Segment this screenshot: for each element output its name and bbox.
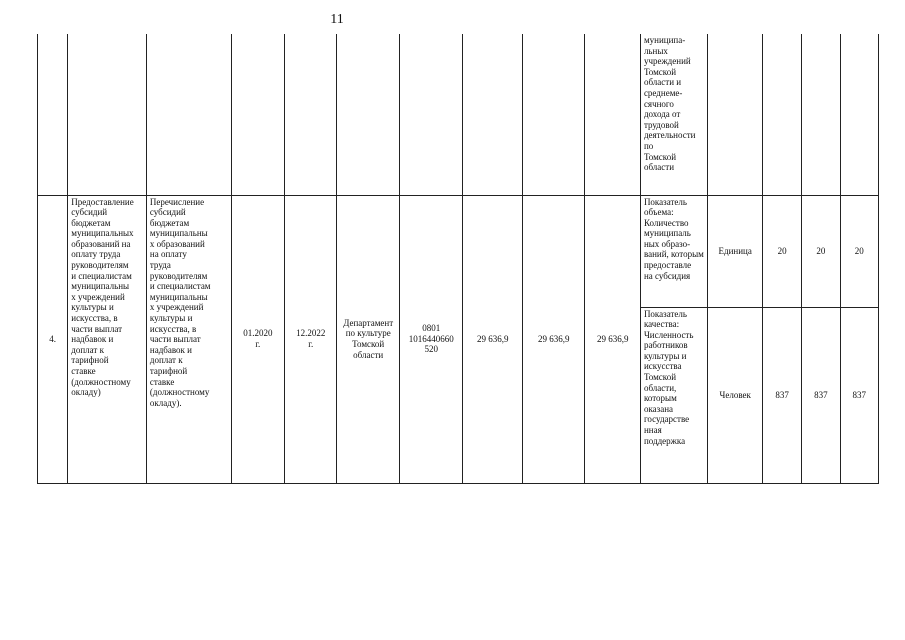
amount-year2: 29 636,9 bbox=[585, 195, 640, 483]
measure-content: Перечисление субсидий бюджетам муниципальны х образований на оплату труда руководителям и специалистам муниципальны х учреждений культуры и искусства, в части выплат надбавок и доплат к тарифной ставке (должностному окладу). bbox=[146, 195, 231, 483]
indicator-value: 20 bbox=[762, 195, 801, 307]
empty-cell bbox=[285, 34, 337, 195]
indicator-volume: Показатель объема: Количество муниципаль ных образований, которым предоставле на субсидия bbox=[640, 195, 708, 307]
empty-cell bbox=[762, 34, 801, 195]
executor: Департамент по культуре Томской области bbox=[337, 195, 400, 483]
empty-cell bbox=[463, 34, 522, 195]
amount-total: 29 636,9 bbox=[463, 195, 522, 483]
empty-cell bbox=[231, 34, 284, 195]
empty-cell bbox=[802, 34, 840, 195]
indicator-unit: Человек bbox=[708, 307, 762, 483]
measure-name: Предоставление субсидий бюджетам муниципальных образований на оплату труда руководителям и специалистам муниципальны х учреждений культуры и искусства, в части выплат надбавок и доплат к тарифной ставке (должностному окладу) bbox=[68, 195, 147, 483]
empty-cell bbox=[399, 34, 463, 195]
indicator-value: 837 bbox=[762, 307, 801, 483]
empty-cell bbox=[840, 34, 878, 195]
empty-cell bbox=[708, 34, 762, 195]
budget-code: 0801 1016440660 520 bbox=[399, 195, 463, 483]
empty-cell bbox=[146, 34, 231, 195]
program-table bbox=[37, 34, 879, 484]
indicator-continuation: муниципальных учреждений Томской области и среднемесячного дохода от трудовой деятельности по Томской области bbox=[640, 34, 708, 195]
empty-cell bbox=[337, 34, 400, 195]
indicator-value: 20 bbox=[802, 195, 840, 307]
amount-year1: 29 636,9 bbox=[522, 195, 585, 483]
continuation-row bbox=[38, 34, 879, 195]
indicator-unit: Единица bbox=[708, 195, 762, 307]
row-number: 4. bbox=[38, 195, 68, 483]
indicator-value: 837 bbox=[840, 307, 878, 483]
table-row bbox=[38, 195, 879, 307]
empty-cell bbox=[68, 34, 147, 195]
empty-cell bbox=[38, 34, 68, 195]
indicator-value: 20 bbox=[840, 195, 878, 307]
indicator-quality: Показатель качества: Численность работников культуры и искусства Томской области, которым оказана государстве нная поддержка bbox=[640, 307, 708, 483]
page-number: 11 bbox=[330, 12, 344, 27]
indicator-value: 837 bbox=[802, 307, 840, 483]
end-date: 12.2022 г. bbox=[285, 195, 337, 483]
empty-cell bbox=[585, 34, 640, 195]
empty-cell bbox=[522, 34, 585, 195]
start-date: 01.2020 г. bbox=[231, 195, 284, 483]
